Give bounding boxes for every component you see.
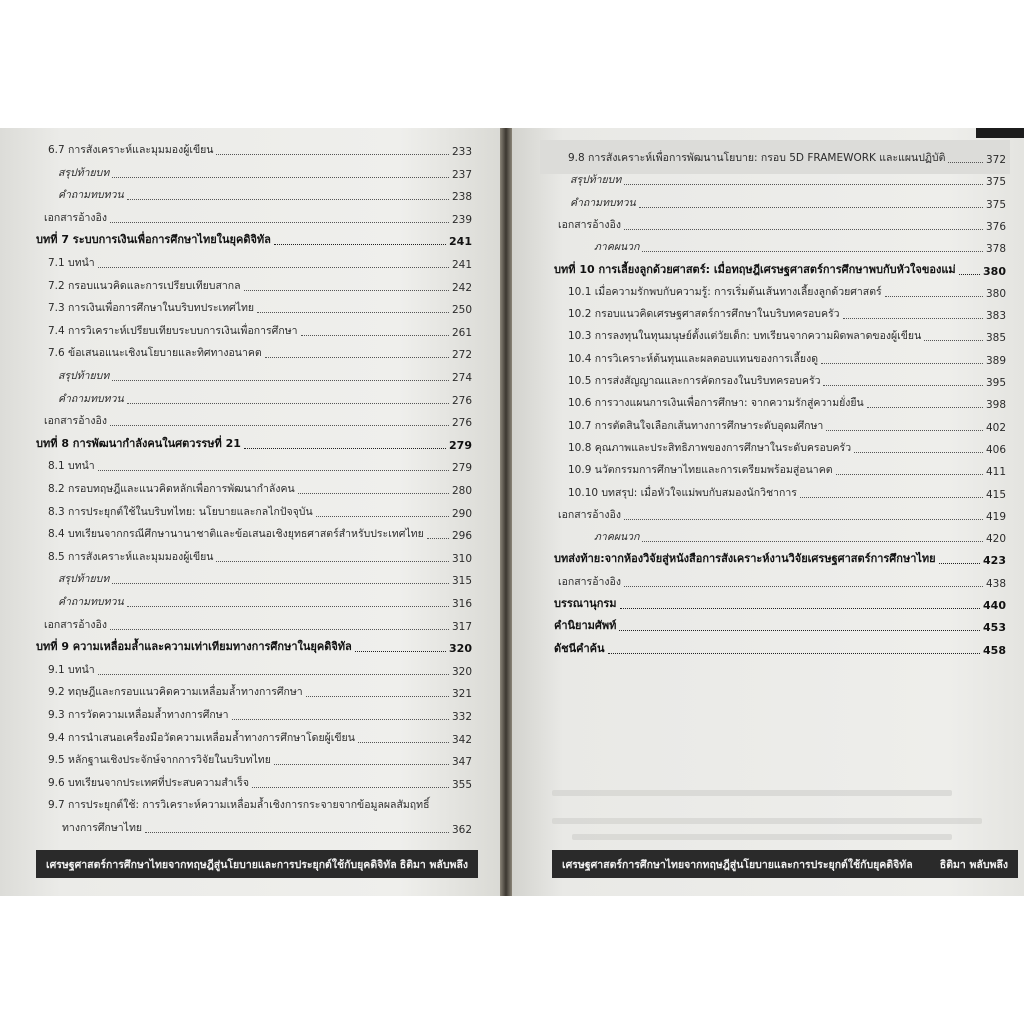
toc-entry-page-number: 342 (451, 733, 472, 746)
toc-entry-page-number: 241 (451, 259, 472, 271)
dot-leader (800, 497, 983, 498)
toc-entry-page-number: 375 (985, 176, 1006, 189)
toc-entry-title: ทางการศึกษาไทย (62, 822, 143, 834)
toc-entry (558, 503, 1006, 525)
toc-entry-title: 8.3 การประยุกต์ใช้ในบริบทไทย: นโยบายและกลไกปัจจุบัน (48, 505, 313, 518)
dot-leader (924, 340, 983, 341)
dot-leader (98, 674, 449, 675)
toc-chapter-entry (554, 258, 1006, 280)
toc-entry-page-number: 261 (451, 326, 472, 339)
toc-entry (48, 545, 472, 567)
toc-entry-page-number: 274 (451, 372, 472, 384)
dot-leader (145, 832, 449, 833)
right-footer-bar (552, 850, 1018, 878)
dot-leader (112, 583, 449, 584)
toc-entry-title: 10.2 กรอบแนวคิดเศรษฐศาสตร์การศึกษาในบริบทครอบครัว (568, 308, 840, 321)
right-footer-author: ธิติมา พลับพลึง (939, 858, 1008, 871)
dot-leader (624, 184, 983, 185)
toc-entry (570, 191, 1006, 213)
dot-leader (823, 385, 982, 386)
dot-leader (642, 541, 983, 542)
toc-entry (568, 414, 1006, 436)
toc-entry-title: 7.4 การวิเคราะห์เปรียบเทียบระบบการเงินเพื่อการศึกษา (48, 324, 298, 337)
dot-leader (427, 538, 449, 539)
toc-chapter-entry (554, 637, 1006, 659)
toc-entry-title: บทที่ 7 ระบบการเงินเพื่อการศึกษาไทยในยุคดิจิทัล (36, 233, 271, 247)
toc-entry-title: เอกสารอ้างอิง (558, 218, 621, 231)
dot-leader (885, 296, 983, 297)
dot-leader (624, 229, 983, 230)
toc-entry-page-number: 385 (985, 332, 1006, 345)
dot-leader (216, 561, 448, 562)
dot-leader (355, 651, 446, 652)
toc-entry-title: 9.6 บทเรียนจากประเทศที่ประสบความสำเร็จ (48, 776, 250, 789)
right-footer-title: เศรษฐศาสตร์การศึกษาไทยจากทฤษฎีสู่นโยบายและการประยุกต์ใช้กับยุคดิจิทัล (562, 858, 913, 871)
toc-entry-page-number: 272 (451, 349, 472, 362)
toc-entry-page-number: 453 (983, 621, 1006, 635)
toc-entry (58, 567, 472, 589)
dot-leader (216, 154, 448, 155)
toc-entry-title: 8.5 การสังเคราะห์และมุมมองผู้เขียน (48, 550, 214, 563)
book-gutter (500, 128, 512, 896)
toc-entry-page-number: 395 (985, 377, 1006, 389)
toc-entry-page-number: 420 (985, 533, 1006, 546)
toc-entry-page-number: 241 (449, 235, 472, 249)
toc-entry (48, 477, 472, 499)
toc-entry-page-number: 296 (451, 530, 472, 543)
dot-leader (854, 452, 983, 453)
toc-entry-page-number: 438 (985, 577, 1006, 590)
dot-leader (127, 606, 449, 607)
toc-entry (568, 280, 1006, 302)
toc-entry-title: เอกสารอ้างอิง (558, 508, 621, 521)
toc-entry-page-number: 376 (985, 220, 1006, 233)
toc-entry-page-number: 310 (451, 552, 472, 565)
dot-leader (836, 474, 983, 475)
toc-entry-title: 8.1 บทนำ (48, 460, 95, 473)
toc-entry-page-number: 347 (451, 756, 472, 769)
toc-entry-page-number: 237 (451, 168, 472, 181)
dot-leader (127, 403, 449, 404)
toc-entry-title: เอกสารอ้างอิง (44, 211, 107, 224)
dot-leader (959, 274, 980, 275)
dot-leader (821, 363, 983, 364)
toc-entry (568, 436, 1006, 458)
toc-entry-title: เอกสารอ้างอิง (44, 415, 107, 428)
toc-chapter-entry (36, 432, 472, 454)
dot-leader (624, 519, 983, 520)
dot-leader (110, 425, 449, 426)
toc-entry-title: 9.4 การนำเสนอเครื่องมือวัดความเหลื่อมล้ำทางการศึกษาโดยผู้เขียน (48, 731, 355, 744)
dot-leader (112, 380, 449, 381)
toc-entry-page-number: 411 (985, 466, 1006, 479)
toc-entry-title: 7.6 ข้อเสนอแนะเชิงนโยบายและทิศทางอนาคต (48, 347, 262, 360)
toc-entry (48, 771, 472, 793)
toc-entry (44, 206, 472, 228)
toc-entry (568, 146, 1006, 168)
toc-entry (44, 613, 472, 635)
toc-entry-title: 10.6 การวางแผนการเงินเพื่อการศึกษา: จากความรักสู่ความยั่งยืน (568, 397, 864, 410)
toc-entry-title: 9.2 ทฤษฎีและกรอบแนวคิดความเหลื่อมล้ำทางการศึกษา (48, 686, 303, 699)
toc-entry-title: 10.9 นวัตกรรมการศึกษาไทยและการเตรียมพร้อมสู่อนาคต (568, 464, 833, 477)
toc-entry-page-number: 250 (451, 304, 472, 317)
toc-entry-title: เอกสารอ้างอิง (558, 575, 621, 588)
toc-entry-page-number: 440 (983, 599, 1006, 612)
dot-leader (232, 719, 449, 720)
toc-entry-title: คำนิยามศัพท์ (554, 619, 617, 633)
toc-entry-page-number: 332 (451, 711, 472, 723)
toc-entry (568, 369, 1006, 391)
toc-entry-title: 9.3 การวัดความเหลื่อมล้ำทางการศึกษา (48, 709, 229, 721)
toc-chapter-entry (554, 592, 1006, 614)
dot-leader (110, 629, 449, 630)
toc-entry-title: ภาคผนวก (594, 241, 640, 254)
toc-entry-page-number: 398 (985, 399, 1006, 412)
dot-leader (358, 742, 449, 743)
toc-entry-title: 9.5 หลักฐานเชิงประจักษ์จากการวิจัยในบริบทไทย (48, 754, 271, 767)
toc-entry-title: 9.8 การสังเคราะห์เพื่อการพัฒนานโยบาย: กรอบ 5D FRAMEWORK และแผนปฏิบัติ (568, 152, 946, 164)
dot-leader (939, 563, 980, 564)
toc-chapter-entry (554, 547, 1006, 569)
toc-entry-page-number: 238 (451, 191, 472, 204)
toc-entry-title: 10.1 เมื่อความรักพบกับความรู้: การเริ่มต้นเส้นทางเลี้ยงลูกด้วยศาสตร์ (568, 285, 882, 298)
dot-leader (244, 448, 446, 449)
dot-leader (867, 407, 983, 408)
toc-entry (48, 296, 472, 318)
dot-leader (98, 267, 449, 268)
toc-entry-page-number: 320 (449, 642, 472, 656)
toc-entry (568, 391, 1006, 413)
toc-entry-page-number: 239 (451, 213, 472, 226)
toc-entry-page-number: 317 (451, 620, 472, 633)
dot-leader (98, 470, 449, 471)
left-footer-title: เศรษฐศาสตร์การศึกษาไทยจากทฤษฎีสู่นโยบายและการประยุกต์ใช้กับยุคดิจิทัล (46, 858, 397, 871)
toc-entry (48, 522, 472, 544)
toc-entry (594, 235, 1006, 257)
toc-entry-title: 10.3 การลงทุนในทุนมนุษย์ตั้งแต่วัยเด็ก: บทเรียนจากความผิดพลาดของผู้เขียน (568, 330, 922, 343)
left-footer-author: ธิติมา พลับพลึง (399, 858, 468, 871)
toc-entry-title: สรุปท้ายบท (570, 174, 622, 187)
toc-entry-page-number: 372 (985, 154, 1006, 166)
toc-entry (48, 319, 472, 341)
toc-chapter-entry (36, 228, 472, 250)
toc-entry (48, 454, 472, 476)
toc-entry (48, 274, 472, 296)
toc-entry-title: 7.1 บทนำ (48, 257, 95, 269)
dot-leader (265, 357, 449, 358)
toc-entry-title: 7.2 กรอบแนวคิดและการเปรียบเทียบสากล (48, 279, 241, 292)
toc-entry-page-number: 378 (985, 243, 1006, 256)
dot-leader (642, 251, 983, 252)
toc-entry (568, 324, 1006, 346)
toc-entry-page-number: 419 (985, 510, 1006, 523)
dot-leader (826, 430, 983, 431)
toc-entry-title: สรุปท้ายบท (58, 573, 110, 586)
left-page (0, 128, 500, 896)
toc-entry-page-number: 279 (449, 438, 472, 452)
toc-entry-page-number: 321 (451, 688, 472, 701)
toc-entry-page-number: 242 (451, 281, 472, 294)
toc-entry (48, 680, 472, 702)
toc-entry-title: บทส่งท้าย:จากห้องวิจัยสู่หนังสือการสังเคราะห์งานวิจัยเศรษฐศาสตร์การศึกษาไทย (554, 552, 936, 566)
toc-entry-title: คำถามทบทวน (570, 196, 636, 209)
dot-leader (843, 318, 983, 319)
toc-entry-title: 8.2 กรอบทฤษฎีและแนวคิดหลักเพื่อการพัฒนากำลังคน (48, 483, 295, 495)
toc-entry (568, 347, 1006, 369)
bleed-through-line (552, 818, 982, 824)
toc-entry-page-number: 402 (985, 421, 1006, 434)
toc-entry-title: 10.8 คุณภาพและประสิทธิภาพของการศึกษาในระดับครอบครัว (568, 441, 852, 454)
toc-entry-page-number: 320 (451, 665, 472, 678)
toc-entry (48, 251, 472, 273)
dot-leader (298, 493, 449, 494)
toc-entry-title: 6.7 การสังเคราะห์และมุมมองผู้เขียน (48, 144, 214, 156)
toc-entry-title: สรุปท้ายบท (58, 166, 110, 179)
bleed-through-line (572, 834, 952, 840)
toc-entry-title: สรุปท้ายบท (58, 370, 110, 382)
left-footer-bar (36, 850, 478, 878)
toc-entry (58, 161, 472, 183)
toc-entry-page-number: 279 (451, 462, 472, 475)
toc-entry (58, 364, 472, 386)
dot-leader (619, 630, 980, 631)
toc-entry-page-number: 458 (983, 643, 1006, 657)
toc-entry-page-number: 380 (985, 287, 1006, 300)
dot-leader (274, 244, 446, 245)
dot-leader (316, 516, 449, 517)
toc-entry-title: 10.7 การตัดสินใจเลือกเส้นทางการศึกษาระดับอุดมศึกษา (568, 419, 824, 432)
toc-entry (58, 183, 472, 205)
toc-entry (62, 816, 472, 838)
dot-leader (252, 787, 449, 788)
toc-entry-title: คำถามทบทวน (58, 189, 124, 202)
toc-entry-page-number: 406 (985, 443, 1006, 456)
toc-entry-title: ภาคผนวก (594, 531, 640, 544)
toc-chapter-entry (36, 635, 472, 657)
open-book (0, 128, 1024, 896)
toc-entry-title: 10.5 การส่งสัญญาณและการคัดกรองในบริบทครอบครัว (568, 375, 821, 387)
toc-entry (558, 570, 1006, 592)
toc-entry-title: บทที่ 10 การเลี้ยงลูกด้วยศาสตร์: เมื่อทฤษฎีเศรษฐศาสตร์การศึกษาพบกับหัวใจของแม่ (554, 262, 956, 276)
dot-leader (639, 207, 983, 208)
toc-entry-title: 9.7 การประยุกต์ใช้: การวิเคราะห์ความเหลื่อมล้ำเชิงการกระจายจากข้อมูลผลสัมฤทธิ์ (48, 799, 430, 812)
toc-entry-title: 9.1 บทนำ (48, 663, 95, 676)
dot-leader (620, 608, 981, 609)
toc-entry (58, 387, 472, 409)
toc-entry (48, 793, 472, 815)
toc-entry-page-number: 375 (985, 198, 1006, 211)
toc-entry (568, 481, 1006, 503)
toc-entry-title: บรรณานุกรม (554, 597, 617, 610)
dot-leader (624, 586, 983, 587)
toc-entry-page-number: 423 (983, 554, 1006, 568)
dot-leader (244, 290, 449, 291)
toc-entry (594, 525, 1006, 547)
toc-entry-page-number: 383 (985, 310, 1006, 323)
toc-entry-title: 10.10 บทสรุป: เมื่อหัวใจแม่พบกับสมองนักวิชาการ (568, 486, 797, 499)
dot-leader (110, 222, 449, 223)
dot-leader (257, 312, 449, 313)
toc-entry-title: คำถามทบทวน (58, 392, 124, 405)
toc-entry (48, 703, 472, 725)
toc-entry (48, 138, 472, 160)
dot-leader (301, 335, 449, 336)
dot-leader (306, 696, 449, 697)
toc-entry (568, 458, 1006, 480)
toc-entry-page-number: 290 (451, 507, 472, 520)
toc-entry (44, 409, 472, 431)
toc-entry (568, 302, 1006, 324)
dot-leader (127, 199, 449, 200)
toc-entry-title: เอกสารอ้างอิง (44, 618, 107, 631)
corner-tab (976, 128, 1024, 138)
toc-entry (558, 213, 1006, 235)
dot-leader (948, 162, 983, 163)
toc-entry (48, 341, 472, 363)
toc-entry (48, 500, 472, 522)
toc-entry-title: 8.4 บทเรียนจากกรณีศึกษานานาชาติและข้อเสนอเชิงยุทธศาสตร์สำหรับประเทศไทย (48, 528, 424, 541)
toc-entry (48, 658, 472, 680)
toc-entry-page-number: 362 (451, 824, 472, 836)
toc-entry-page-number: 276 (451, 417, 472, 430)
toc-entry-title: 10.4 การวิเคราะห์ต้นทุนและผลตอบแทนของการเลี้ยงดู (568, 352, 819, 365)
toc-entry-page-number: 380 (983, 264, 1006, 278)
toc-entry-page-number: 316 (451, 598, 472, 610)
toc-entry-title: คำถามทบทวน (58, 596, 124, 608)
toc-entry-page-number: 355 (451, 778, 472, 791)
toc-entry-title: ดัชนีคำค้น (554, 641, 605, 655)
toc-entry-page-number: 280 (451, 485, 472, 497)
toc-entry-page-number: 233 (451, 146, 472, 158)
toc-entry (48, 748, 472, 770)
toc-entry (48, 726, 472, 748)
toc-entry-page-number: 276 (451, 394, 472, 407)
toc-entry (570, 168, 1006, 190)
toc-entry-page-number: 415 (985, 488, 1006, 501)
toc-entry-title: 7.3 การเงินเพื่อการศึกษาในบริบทประเทศไทย (48, 302, 255, 315)
bleed-through-line (552, 790, 952, 796)
toc-entry-page-number: 389 (985, 354, 1006, 367)
dot-leader (608, 653, 980, 654)
toc-entry-title: บทที่ 9 ความเหลื่อมล้ำและความเท่าเทียมทางการศึกษาในยุคดิจิทัล (36, 640, 352, 654)
toc-chapter-entry (554, 614, 1006, 636)
dot-leader (112, 177, 449, 178)
dot-leader (274, 764, 449, 765)
toc-entry (58, 590, 472, 612)
toc-entry-title: บทที่ 8 การพัฒนากำลังคนในศตวรรษที่ 21 (36, 436, 241, 450)
right-page (512, 128, 1024, 896)
toc-entry-page-number: 315 (451, 575, 472, 588)
